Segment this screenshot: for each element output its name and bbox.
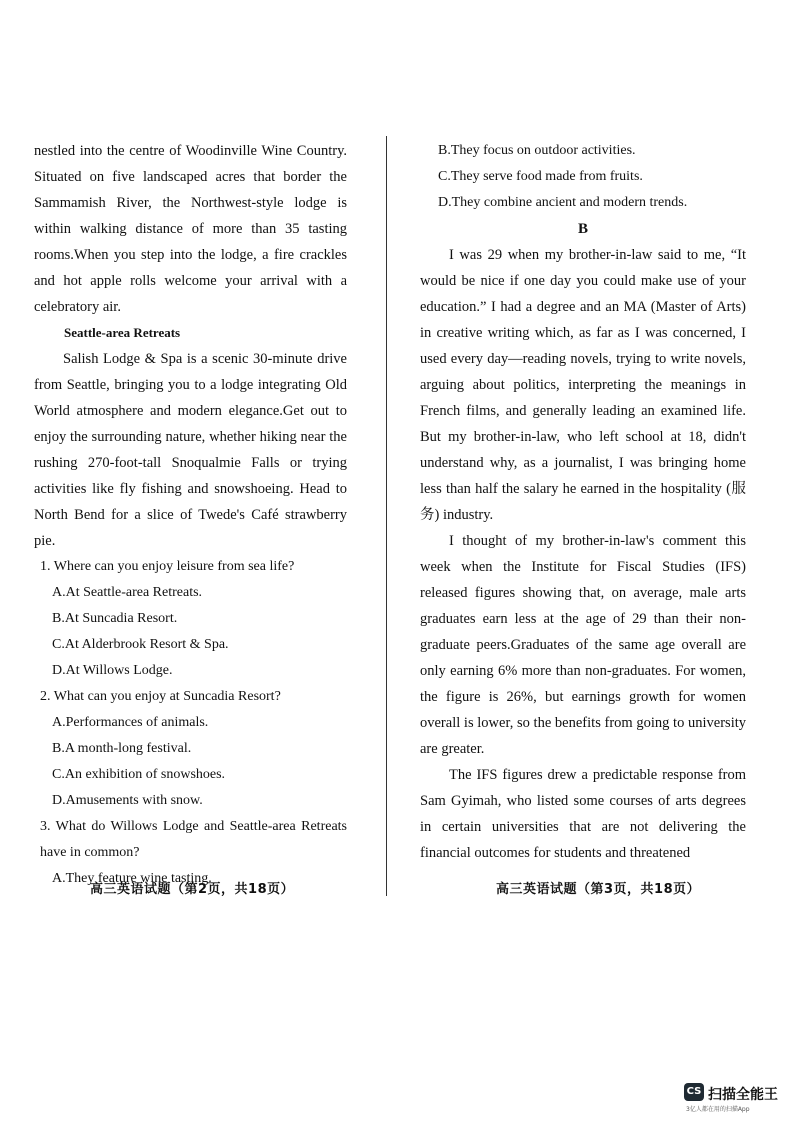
option-c: C.An exhibition of snowshoes. bbox=[52, 767, 226, 782]
passage-paragraph-1: I was 29 when my brother-in-law said to me, “It would be nice if one day you could make use of your education.” I had a degree and an MA (Master of Arts) in creative writing which, as far as I was concerned, I used every day—reading novels, trying to write novels, arguing about politics, interpreting the meanings in French films, and generally leading an examined life. But my brother-in-law, who left school at 18, didn't understand why, as a journalist, I was bringing home less than half the salary he earned in the hospitality (服务) industry. bbox=[420, 247, 746, 523]
left-column bbox=[34, 138, 347, 892]
option-b: B.They focus on outdoor activities. bbox=[438, 143, 636, 158]
question-stem: 2. What can you enjoy at Suncadia Resort? bbox=[40, 689, 281, 704]
question-2 bbox=[34, 684, 347, 814]
page-footer-right: 高三英语试题（第3页，共18页） bbox=[496, 882, 701, 897]
question-stem: 1. Where can you enjoy leisure from sea life? bbox=[40, 559, 295, 574]
passage-letter: B bbox=[577, 221, 588, 237]
option-a: A.Performances of animals. bbox=[52, 715, 209, 730]
section-paragraph: Salish Lodge & Spa is a scenic 30-minute drive from Seattle, bringing you to a lodge integrating Old World atmosphere and modern elegance.Get out to enjoy the surrounding nature, whether hiking near the rushing 270-foot-tall Snoqualmie Falls or trying activities like fly fishing and snowshoeing. Head to North Bend for a slice of Twede's Café strawberry pie. bbox=[34, 351, 347, 549]
option-b: B.A month-long festival. bbox=[52, 741, 192, 756]
section-heading: Seattle-area Retreats bbox=[64, 325, 181, 340]
column-divider bbox=[386, 136, 387, 896]
option-b: B.At Suncadia Resort. bbox=[52, 611, 178, 626]
option-c: C.At Alderbrook Resort & Spa. bbox=[52, 637, 229, 652]
option-d: D.They combine ancient and modern trends. bbox=[438, 195, 688, 210]
option-a: A.At Seattle-area Retreats. bbox=[52, 585, 203, 600]
passage-paragraph-2: I thought of my brother-in-law's comment this week when the Institute for Fiscal Studies (IFS) released figures showing that, on average, male arts graduates earn less at the age of 29 than their non-graduate peers.Graduates of the same age overall are only earning 6% more than non-graduates. For women, the figure is 26%, but earnings growth for women overall is lower, so the benefits from going to university are greater. bbox=[420, 533, 746, 757]
watermark-tagline: 3亿人都在用的扫描App bbox=[686, 1106, 750, 1113]
option-a: A.They feature wine tasting. bbox=[52, 871, 212, 886]
option-c: C.They serve food made from fruits. bbox=[438, 169, 643, 184]
right-column bbox=[420, 138, 746, 866]
page-footer-left: 高三英语试题（第2页，共18页） bbox=[90, 882, 295, 897]
watermark-app-name: 扫描全能王 bbox=[708, 1087, 778, 1103]
option-d: D.Amusements with snow. bbox=[52, 793, 203, 808]
question-1 bbox=[34, 554, 347, 684]
question-stem: 3. What do Willows Lodge and Seattle-area Retreats have in common? bbox=[40, 819, 347, 860]
intro-paragraph: nestled into the centre of Woodinville Wine Country. Situated on five landscaped acres that border the Sammamish River, the Northwest-style lodge is within walking distance of more than 35 tasting rooms.When you step into the lodge, a fire crackles and hot apple rolls welcome your arrival with a celebratory air. bbox=[34, 143, 347, 315]
option-d: D.At Willows Lodge. bbox=[52, 663, 173, 678]
camscanner-logo-icon: CS bbox=[684, 1083, 704, 1101]
passage-paragraph-3: The IFS figures drew a predictable response from Sam Gyimah, who listed some courses of arts degrees in certain universities that are not delivering the financial outcomes for students and threatened bbox=[420, 767, 746, 861]
